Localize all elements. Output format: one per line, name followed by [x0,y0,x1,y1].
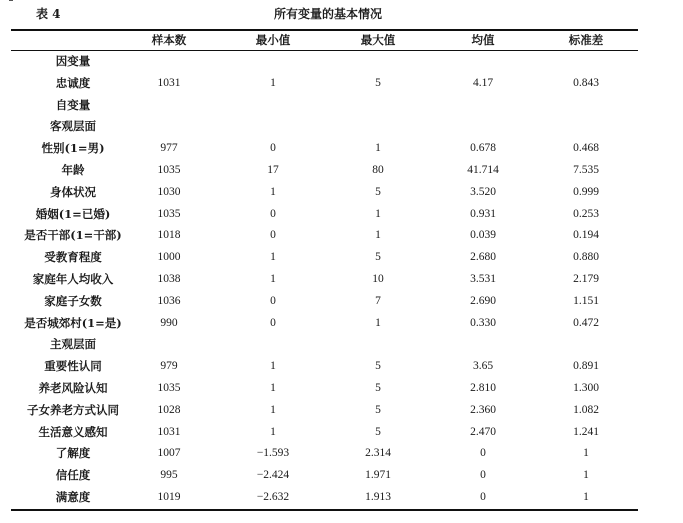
header-sample-size: 样本数 [151,33,187,47]
row-max: 5 [375,360,381,373]
row-min: 0 [270,142,276,155]
row-mean: 0.678 [470,142,496,155]
row-label: 身体状况 [50,184,96,199]
row-std-dev: 0.194 [573,229,599,242]
header-std-dev: 标准差 [568,33,604,47]
corner-mark [9,0,13,1]
table-row [0,160,683,180]
row-sample-size: 1030 [157,185,181,198]
table-row [0,51,683,71]
row-min: 1 [270,76,276,89]
row-sample-size: 1038 [157,273,181,285]
row-sample-size: 1036 [157,294,181,307]
row-max: 80 [372,164,384,176]
row-sample-size: 1018 [157,229,181,242]
row-label: 性别(1=男) [41,141,105,156]
row-max: 5 [375,76,381,89]
row-sample-size: 979 [160,360,178,373]
row-sample-size: 977 [160,142,178,155]
row-std-dev: 2.179 [573,273,599,285]
row-mean: 0.330 [470,316,496,329]
row-min: 0 [270,207,276,220]
table-row [0,225,683,245]
row-sample-size: 995 [160,469,178,482]
row-mean: 0 [480,469,486,482]
row-label: 养老风险认知 [38,381,108,395]
row-sample-size: 1028 [157,403,181,416]
row-std-dev: 0.891 [573,360,599,373]
table-row [0,204,683,224]
header-min: 最小值 [255,33,291,47]
table-row [0,465,683,485]
row-label: 客观层面 [50,119,96,134]
row-label: 因变量 [55,54,91,68]
row-mean: 3.520 [470,185,496,198]
row-sample-size: 1000 [157,251,181,264]
row-std-dev: 0.472 [573,316,599,329]
row-mean: 2.360 [470,403,496,416]
row-min: 1 [270,273,276,285]
table-row [0,182,683,202]
row-label: 满意度 [55,490,91,504]
row-min: 1 [270,403,276,416]
row-mean: 2.690 [470,294,496,307]
row-std-dev: 0.880 [573,251,599,264]
table-row [0,356,683,376]
row-min: 1 [270,425,276,438]
row-min: −1.593 [256,447,290,460]
row-sample-size: 1031 [157,76,181,89]
row-std-dev: 0.843 [573,76,599,89]
row-mean: 2.680 [470,251,496,264]
table-row [0,269,683,289]
row-min: 0 [270,229,276,242]
row-max: 5 [375,403,381,416]
row-std-dev: 1.241 [573,425,599,438]
row-label: 是否城郊村(1=是) [24,315,122,330]
table-row [0,116,683,136]
table-row [0,334,683,354]
row-max: 7 [375,294,381,307]
row-label: 家庭年人均收入 [32,272,114,286]
row-sample-size: 990 [160,316,178,329]
row-max: 1 [375,316,381,329]
table-row [0,378,683,398]
row-std-dev: 0.999 [573,185,599,198]
row-max: 1 [375,207,381,220]
row-sample-size: 1031 [157,425,181,438]
row-min: 1 [270,360,276,373]
row-label: 重要性认同 [44,359,102,374]
table-number-label: 表 4 [36,7,61,21]
row-max: 10 [372,273,384,285]
header-mean: 均值 [471,33,495,47]
row-label: 婚姻(1=已婚) [35,206,111,221]
row-sample-size: 1007 [157,447,181,460]
row-sample-size: 1035 [157,382,181,394]
row-mean: 41.714 [467,164,499,176]
row-std-dev: 1 [583,447,589,460]
table-caption [0,4,683,22]
row-max: 1.913 [365,491,391,503]
row-std-dev: 1.151 [573,294,599,307]
row-label: 生活意义感知 [38,424,108,439]
table-row [0,138,683,158]
table-header-row [0,30,683,50]
row-min: 1 [270,185,276,198]
table-row [0,400,683,420]
row-std-dev: 0.468 [573,142,599,155]
row-std-dev: 1.082 [573,403,599,416]
row-mean: 0 [480,491,486,503]
row-mean: 3.531 [470,273,496,285]
row-label: 信任度 [55,468,91,483]
row-std-dev: 0.253 [573,207,599,220]
row-label: 家庭子女数 [44,293,102,308]
row-max: 1 [375,229,381,242]
row-mean: 4.17 [472,76,494,89]
row-sample-size: 1019 [157,491,181,503]
table-row [0,247,683,267]
row-label: 主观层面 [50,337,96,352]
row-label: 受教育程度 [44,250,102,265]
header-max: 最大值 [360,33,396,47]
row-max: 1.971 [365,469,391,482]
row-std-dev: 1 [583,491,589,503]
row-std-dev: 1.300 [573,382,599,394]
row-mean: 3.65 [472,360,494,373]
table-row [0,291,683,311]
row-min: 0 [270,294,276,307]
table-bottom-rule [11,509,638,511]
row-label: 年龄 [61,163,85,177]
row-min: 1 [270,382,276,394]
table-row [0,443,683,463]
row-label: 自变量 [55,97,91,112]
row-min: 17 [267,164,279,176]
table-row [0,95,683,115]
row-mean: 0.931 [470,207,496,220]
row-min: −2.632 [256,491,290,503]
row-label: 了解度 [55,446,91,461]
table-row [0,422,683,442]
row-sample-size: 1035 [157,207,181,220]
row-max: 5 [375,382,381,394]
row-label: 忠诚度 [55,75,91,90]
row-max: 2.314 [365,447,391,460]
row-std-dev: 1 [583,469,589,482]
table-row [0,73,683,93]
row-max: 5 [375,425,381,438]
row-label: 子女养老方式认同 [27,402,119,417]
row-mean: 0 [480,447,486,460]
row-mean: 0.039 [470,229,496,242]
row-max: 5 [375,185,381,198]
table-row [0,313,683,333]
table-body [0,50,683,509]
row-min: 1 [270,251,276,264]
row-std-dev: 7.535 [573,164,599,176]
row-mean: 2.470 [470,425,496,438]
row-min: −2.424 [256,469,290,482]
row-max: 5 [375,251,381,264]
table-title: 所有变量的基本情况 [273,7,382,21]
row-min: 0 [270,316,276,329]
row-label: 是否干部(1=干部) [24,228,122,243]
row-sample-size: 1035 [157,164,181,176]
row-max: 1 [375,142,381,155]
row-mean: 2.810 [470,382,496,394]
table-row [0,487,683,507]
